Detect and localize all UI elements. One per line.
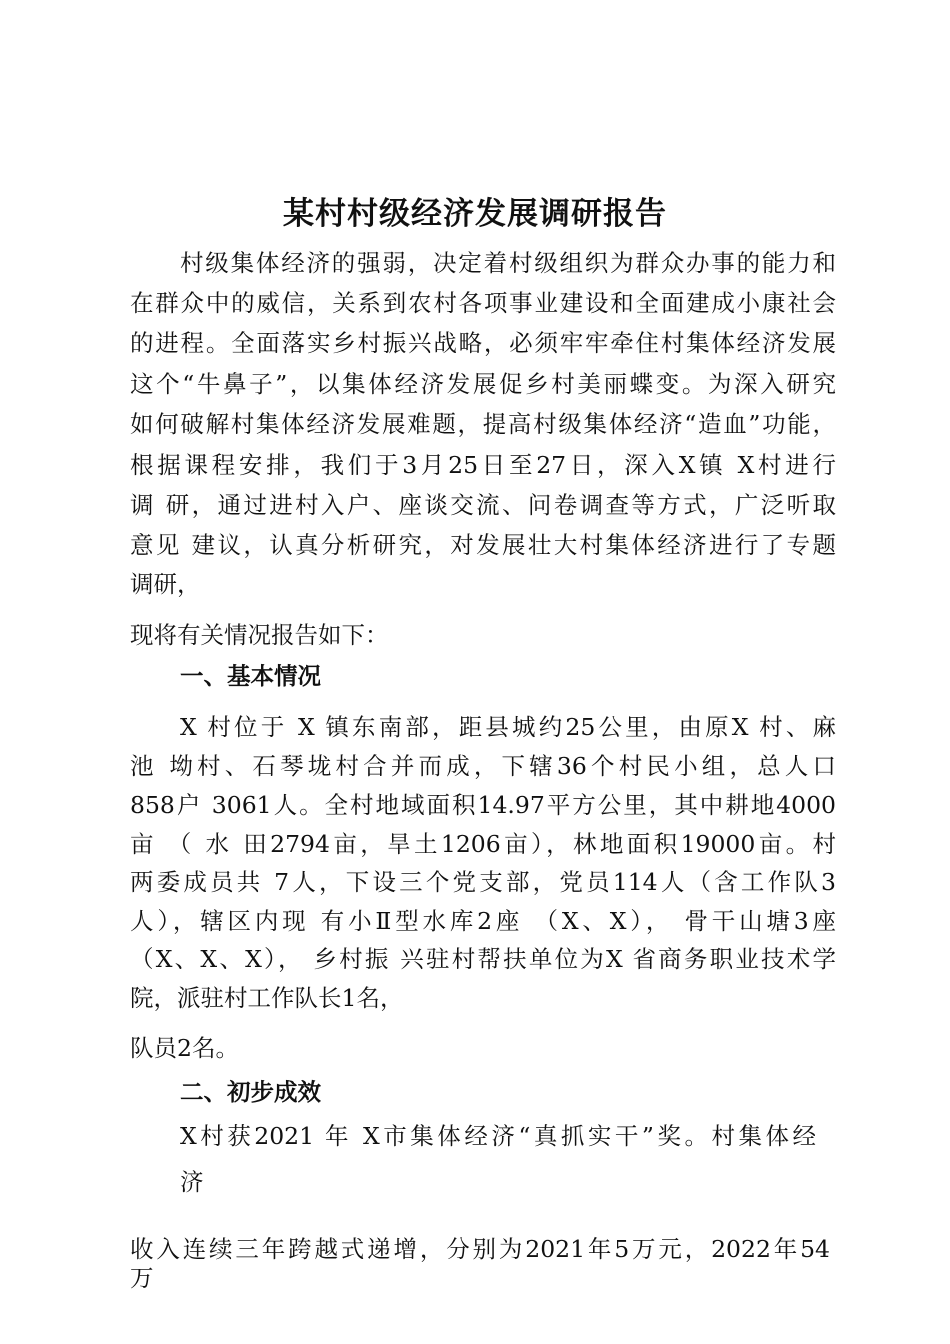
intro-line: 根据课程安排，我们于3月25日至27日，深入X镇 X村进行 (130, 451, 836, 479)
section2-line: 济 (180, 1168, 204, 1196)
intro-line: 这个“牛鼻子”，以集体经济发展促乡村美丽蝶变。为深入研究 (130, 370, 836, 398)
intro-line: 村级集体经济的强弱，决定着村级组织为群众办事的能力和 (180, 249, 836, 277)
intro-line: 调研， (130, 570, 201, 598)
intro-line: 如何破解村集体经济发展难题，提高村级集体经济“造血”功能， (130, 410, 836, 438)
section-heading-basic-info: 一、基本情况 (180, 662, 321, 690)
section1-line: 院，派驻村工作队长1名， (130, 984, 404, 1012)
report-intro-line: 现将有关情况报告如下： (130, 621, 389, 649)
section1-line: 两委成员共 7人，下设三个党支部，党员114人（含工作队3 (130, 868, 836, 896)
section2-line: 收入连续三年跨越式递增，分别为2021年5万元，2022年54 (130, 1235, 830, 1263)
section2-line: X村获2021 年 X市集体经济“真抓实干”奖。村集体经 (180, 1122, 816, 1150)
section1-line: 亩 （ 水 田2794亩，旱土1206亩），林地面积19000亩。村 (130, 830, 836, 858)
document-title: 某村村级经济发展调研报告 (283, 196, 667, 232)
section-heading-initial-results: 二、初步成效 (180, 1078, 321, 1106)
intro-line: 在群众中的威信，关系到农村各项事业建设和全面建成小康社会 (130, 289, 836, 317)
intro-line: 意见 建议，认真分析研究，对发展壮大村集体经济进行了专题 (130, 531, 836, 559)
section1-line: 池 坳村、石琴垅村合并而成，下辖36个村民小组，总人口 (130, 752, 836, 780)
section2-line: 万 (130, 1264, 154, 1292)
intro-line: 调 研，通过进村入户、座谈交流、问卷调查等方式，广泛听取 (130, 491, 836, 519)
section1-line: （X、X、X）， 乡村振 兴驻村帮扶单位为X 省商务职业技术学 (130, 945, 836, 973)
section1-line: X 村位于 X 镇东南部，距县城约25公里，由原X 村、麻 (180, 713, 836, 741)
section1-line: 人），辖区内现 有小Ⅱ型水库2座 （X、X）， 骨干山塘3座 (130, 907, 836, 935)
intro-line: 的进程。全面落实乡村振兴战略，必须牢牢牵住村集体经济发展 (130, 329, 836, 357)
section1-line: 858户 3061人。全村地域面积14.97平方公里，其中耕地4000 (130, 791, 836, 819)
section1-tail-line: 队员2名。 (130, 1034, 239, 1062)
